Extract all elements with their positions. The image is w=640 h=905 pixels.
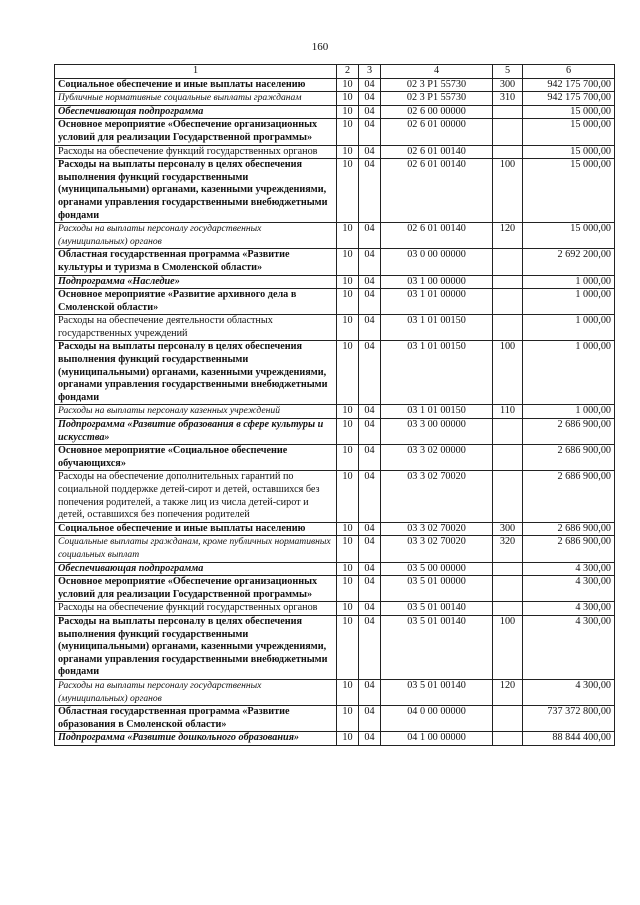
target-article-cell: 03 3 02 70020 bbox=[381, 536, 493, 562]
section-code-cell: 10 bbox=[337, 471, 359, 522]
section-code-cell: 10 bbox=[337, 249, 359, 275]
expense-type-cell: 120 bbox=[493, 223, 523, 249]
expense-type-cell bbox=[493, 445, 523, 471]
column-header: 4 bbox=[381, 65, 493, 79]
target-article-cell: 02 6 00 00000 bbox=[381, 105, 493, 119]
row-name-cell: Расходы на выплаты персоналу в целях обеспечения выполнения функций государственными (муниципальными) органами, казенными учреждениями, органами управления государственными внебюджетными фондами bbox=[55, 341, 337, 405]
section-code-cell: 10 bbox=[337, 105, 359, 119]
target-article-cell: 02 3 P1 55730 bbox=[381, 92, 493, 106]
target-article-cell: 02 6 01 00140 bbox=[381, 159, 493, 223]
table-row bbox=[55, 732, 615, 746]
target-article-cell: 04 0 00 00000 bbox=[381, 706, 493, 732]
subsection-code-cell: 04 bbox=[359, 249, 381, 275]
target-article-cell: 03 1 01 00150 bbox=[381, 315, 493, 341]
subsection-code-cell: 04 bbox=[359, 223, 381, 249]
subsection-code-cell: 04 bbox=[359, 445, 381, 471]
expense-type-cell bbox=[493, 562, 523, 576]
target-article-cell: 03 3 02 00000 bbox=[381, 445, 493, 471]
expense-type-cell: 110 bbox=[493, 405, 523, 419]
amount-cell: 2 686 900,00 bbox=[523, 471, 615, 522]
subsection-code-cell: 04 bbox=[359, 145, 381, 159]
table-row bbox=[55, 419, 615, 445]
amount-cell: 15 000,00 bbox=[523, 105, 615, 119]
section-code-cell: 10 bbox=[337, 445, 359, 471]
expense-type-cell: 120 bbox=[493, 679, 523, 705]
expense-type-cell: 100 bbox=[493, 159, 523, 223]
amount-cell: 15 000,00 bbox=[523, 159, 615, 223]
section-code-cell: 10 bbox=[337, 576, 359, 602]
amount-cell: 2 686 900,00 bbox=[523, 445, 615, 471]
subsection-code-cell: 04 bbox=[359, 315, 381, 341]
row-name-cell: Расходы на обеспечение функций государственных органов bbox=[55, 145, 337, 159]
section-code-cell: 10 bbox=[337, 419, 359, 445]
section-code-cell: 10 bbox=[337, 522, 359, 536]
row-name-cell: Расходы на выплаты персоналу в целях обеспечения выполнения функций государственными (муниципальными) органами, казенными учреждениями, органами управления государственными внебюджетными фондами bbox=[55, 159, 337, 223]
table-row bbox=[55, 445, 615, 471]
amount-cell: 4 300,00 bbox=[523, 679, 615, 705]
row-name-cell: Областная государственная программа «Развитие культуры и туризма в Смоленской области» bbox=[55, 249, 337, 275]
amount-cell: 1 000,00 bbox=[523, 315, 615, 341]
row-name-cell: Социальные выплаты гражданам, кроме публичных нормативных социальных выплат bbox=[55, 536, 337, 562]
row-name-cell: Основное мероприятие «Социальное обеспечение обучающихся» bbox=[55, 445, 337, 471]
budget-table bbox=[54, 64, 615, 746]
target-article-cell: 03 3 00 00000 bbox=[381, 419, 493, 445]
amount-cell: 2 686 900,00 bbox=[523, 419, 615, 445]
expense-type-cell: 100 bbox=[493, 341, 523, 405]
row-name-cell: Расходы на выплаты персоналу казенных учреждений bbox=[55, 405, 337, 419]
section-code-cell: 10 bbox=[337, 405, 359, 419]
amount-cell: 1 000,00 bbox=[523, 405, 615, 419]
target-article-cell: 03 3 02 70020 bbox=[381, 522, 493, 536]
target-article-cell: 03 5 01 00140 bbox=[381, 615, 493, 679]
table-header-row bbox=[55, 65, 615, 79]
amount-cell: 942 175 700,00 bbox=[523, 78, 615, 92]
target-article-cell: 03 5 01 00000 bbox=[381, 576, 493, 602]
amount-cell: 1 000,00 bbox=[523, 341, 615, 405]
amount-cell: 2 686 900,00 bbox=[523, 522, 615, 536]
target-article-cell: 02 6 01 00140 bbox=[381, 223, 493, 249]
row-name-cell: Подпрограмма «Наследие» bbox=[55, 275, 337, 289]
amount-cell: 1 000,00 bbox=[523, 289, 615, 315]
subsection-code-cell: 04 bbox=[359, 405, 381, 419]
table-row bbox=[55, 706, 615, 732]
section-code-cell: 10 bbox=[337, 315, 359, 341]
table-row bbox=[55, 159, 615, 223]
target-article-cell: 02 6 01 00000 bbox=[381, 119, 493, 145]
expense-type-cell bbox=[493, 602, 523, 616]
section-code-cell: 10 bbox=[337, 341, 359, 405]
column-header: 2 bbox=[337, 65, 359, 79]
expense-type-cell bbox=[493, 119, 523, 145]
table-row bbox=[55, 249, 615, 275]
column-header: 3 bbox=[359, 65, 381, 79]
section-code-cell: 10 bbox=[337, 78, 359, 92]
row-name-cell: Расходы на обеспечение дополнительных гарантий по социальной поддержке детей-сирот и детей, оставшихся без попечения родителей, а также лиц из числа детей-сирот и детей, оставшихся без попечения родителей bbox=[55, 471, 337, 522]
expense-type-cell bbox=[493, 105, 523, 119]
expense-type-cell bbox=[493, 249, 523, 275]
expense-type-cell bbox=[493, 732, 523, 746]
target-article-cell: 03 3 02 70020 bbox=[381, 471, 493, 522]
target-article-cell: 03 1 01 00150 bbox=[381, 405, 493, 419]
amount-cell: 2 686 900,00 bbox=[523, 536, 615, 562]
expense-type-cell bbox=[493, 419, 523, 445]
amount-cell: 88 844 400,00 bbox=[523, 732, 615, 746]
expense-type-cell: 300 bbox=[493, 78, 523, 92]
subsection-code-cell: 04 bbox=[359, 419, 381, 445]
row-name-cell: Публичные нормативные социальные выплаты гражданам bbox=[55, 92, 337, 106]
subsection-code-cell: 04 bbox=[359, 105, 381, 119]
target-article-cell: 03 5 01 00140 bbox=[381, 679, 493, 705]
row-name-cell: Основное мероприятие «Развитие архивного дела в Смоленской области» bbox=[55, 289, 337, 315]
target-article-cell: 03 5 00 00000 bbox=[381, 562, 493, 576]
expense-type-cell bbox=[493, 289, 523, 315]
subsection-code-cell: 04 bbox=[359, 341, 381, 405]
target-article-cell: 04 1 00 00000 bbox=[381, 732, 493, 746]
amount-cell: 4 300,00 bbox=[523, 576, 615, 602]
row-name-cell: Расходы на обеспечение деятельности областных государственных учреждений bbox=[55, 315, 337, 341]
table-row bbox=[55, 615, 615, 679]
section-code-cell: 10 bbox=[337, 615, 359, 679]
section-code-cell: 10 bbox=[337, 275, 359, 289]
row-name-cell: Социальное обеспечение и иные выплаты населению bbox=[55, 78, 337, 92]
table-row bbox=[55, 679, 615, 705]
subsection-code-cell: 04 bbox=[359, 471, 381, 522]
subsection-code-cell: 04 bbox=[359, 615, 381, 679]
subsection-code-cell: 04 bbox=[359, 92, 381, 106]
target-article-cell: 03 0 00 00000 bbox=[381, 249, 493, 275]
table-row bbox=[55, 536, 615, 562]
amount-cell: 4 300,00 bbox=[523, 615, 615, 679]
expense-type-cell bbox=[493, 471, 523, 522]
table-row bbox=[55, 105, 615, 119]
row-name-cell: Подпрограмма «Развитие образования в сфере культуры и искусства» bbox=[55, 419, 337, 445]
section-code-cell: 10 bbox=[337, 289, 359, 315]
target-article-cell: 02 6 01 00140 bbox=[381, 145, 493, 159]
row-name-cell: Подпрограмма «Развитие дошкольного образования» bbox=[55, 732, 337, 746]
table-row bbox=[55, 275, 615, 289]
row-name-cell: Основное мероприятие «Обеспечение организационных условий для реализации Государственной программы» bbox=[55, 119, 337, 145]
subsection-code-cell: 04 bbox=[359, 275, 381, 289]
subsection-code-cell: 04 bbox=[359, 289, 381, 315]
amount-cell: 15 000,00 bbox=[523, 119, 615, 145]
table-row bbox=[55, 341, 615, 405]
amount-cell: 1 000,00 bbox=[523, 275, 615, 289]
subsection-code-cell: 04 bbox=[359, 732, 381, 746]
table-row bbox=[55, 92, 615, 106]
target-article-cell: 03 1 00 00000 bbox=[381, 275, 493, 289]
expense-type-cell bbox=[493, 576, 523, 602]
page-number: 160 bbox=[311, 41, 329, 53]
subsection-code-cell: 04 bbox=[359, 536, 381, 562]
table-row bbox=[55, 602, 615, 616]
subsection-code-cell: 04 bbox=[359, 119, 381, 145]
expense-type-cell: 310 bbox=[493, 92, 523, 106]
row-name-cell: Расходы на выплаты персоналу государственных (муниципальных) органов bbox=[55, 223, 337, 249]
section-code-cell: 10 bbox=[337, 92, 359, 106]
subsection-code-cell: 04 bbox=[359, 602, 381, 616]
column-header: 6 bbox=[523, 65, 615, 79]
row-name-cell: Обеспечивающая подпрограмма bbox=[55, 105, 337, 119]
target-article-cell: 03 1 01 00000 bbox=[381, 289, 493, 315]
table-row bbox=[55, 315, 615, 341]
section-code-cell: 10 bbox=[337, 145, 359, 159]
target-article-cell: 03 1 01 00150 bbox=[381, 341, 493, 405]
subsection-code-cell: 04 bbox=[359, 522, 381, 536]
section-code-cell: 10 bbox=[337, 602, 359, 616]
expense-type-cell bbox=[493, 315, 523, 341]
section-code-cell: 10 bbox=[337, 732, 359, 746]
subsection-code-cell: 04 bbox=[359, 576, 381, 602]
table-row bbox=[55, 78, 615, 92]
expense-type-cell: 300 bbox=[493, 522, 523, 536]
row-name-cell: Расходы на выплаты персоналу в целях обеспечения выполнения функций государственными (муниципальными) органами, казенными учреждениями, органами управления государственными внебюджетными фондами bbox=[55, 615, 337, 679]
section-code-cell: 10 bbox=[337, 706, 359, 732]
row-name-cell: Основное мероприятие «Обеспечение организационных условий для реализации Государственной программы» bbox=[55, 576, 337, 602]
amount-cell: 737 372 800,00 bbox=[523, 706, 615, 732]
table-row bbox=[55, 471, 615, 522]
section-code-cell: 10 bbox=[337, 679, 359, 705]
expense-type-cell bbox=[493, 706, 523, 732]
subsection-code-cell: 04 bbox=[359, 562, 381, 576]
expense-type-cell bbox=[493, 145, 523, 159]
row-name-cell: Обеспечивающая подпрограмма bbox=[55, 562, 337, 576]
row-name-cell: Социальное обеспечение и иные выплаты населению bbox=[55, 522, 337, 536]
subsection-code-cell: 04 bbox=[359, 159, 381, 223]
section-code-cell: 10 bbox=[337, 119, 359, 145]
table-row bbox=[55, 289, 615, 315]
amount-cell: 4 300,00 bbox=[523, 562, 615, 576]
expense-type-cell: 320 bbox=[493, 536, 523, 562]
table-row bbox=[55, 119, 615, 145]
table-row bbox=[55, 145, 615, 159]
table-row bbox=[55, 223, 615, 249]
section-code-cell: 10 bbox=[337, 159, 359, 223]
column-header: 1 bbox=[55, 65, 337, 79]
table-row bbox=[55, 522, 615, 536]
section-code-cell: 10 bbox=[337, 223, 359, 249]
table-row bbox=[55, 576, 615, 602]
amount-cell: 942 175 700,00 bbox=[523, 92, 615, 106]
subsection-code-cell: 04 bbox=[359, 679, 381, 705]
section-code-cell: 10 bbox=[337, 562, 359, 576]
amount-cell: 15 000,00 bbox=[523, 145, 615, 159]
column-header: 5 bbox=[493, 65, 523, 79]
subsection-code-cell: 04 bbox=[359, 706, 381, 732]
amount-cell: 15 000,00 bbox=[523, 223, 615, 249]
row-name-cell: Расходы на обеспечение функций государственных органов bbox=[55, 602, 337, 616]
row-name-cell: Областная государственная программа «Развитие образования в Смоленской области» bbox=[55, 706, 337, 732]
table-row bbox=[55, 562, 615, 576]
subsection-code-cell: 04 bbox=[359, 78, 381, 92]
target-article-cell: 02 3 P1 55730 bbox=[381, 78, 493, 92]
row-name-cell: Расходы на выплаты персоналу государственных (муниципальных) органов bbox=[55, 679, 337, 705]
section-code-cell: 10 bbox=[337, 536, 359, 562]
expense-type-cell bbox=[493, 275, 523, 289]
expense-type-cell: 100 bbox=[493, 615, 523, 679]
amount-cell: 4 300,00 bbox=[523, 602, 615, 616]
table-row bbox=[55, 405, 615, 419]
target-article-cell: 03 5 01 00140 bbox=[381, 602, 493, 616]
amount-cell: 2 692 200,00 bbox=[523, 249, 615, 275]
